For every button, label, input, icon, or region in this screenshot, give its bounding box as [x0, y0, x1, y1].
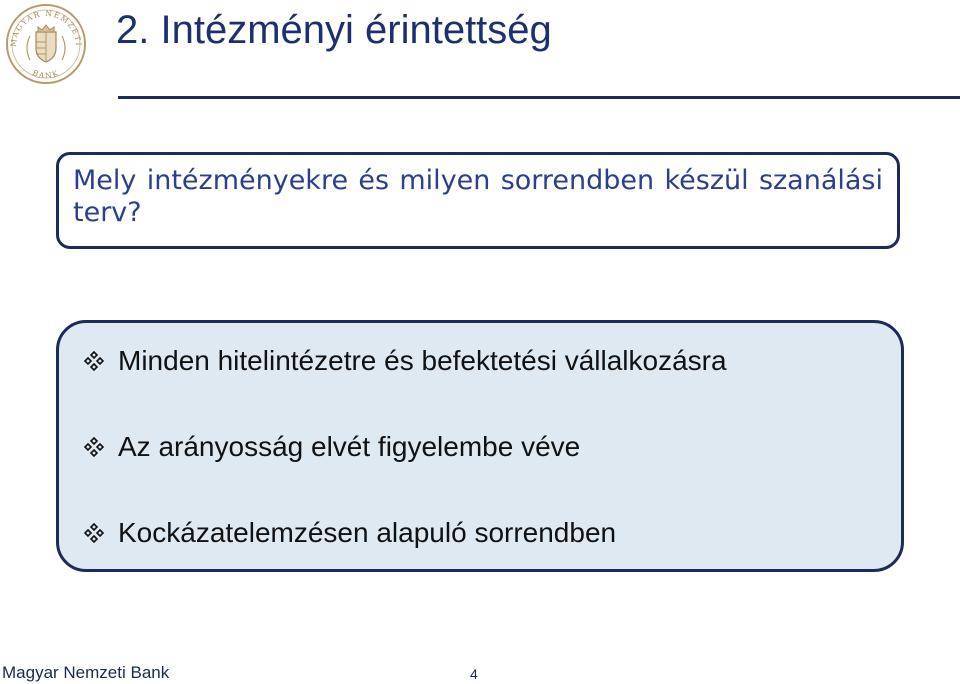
four-diamond-bullet-icon — [83, 522, 105, 544]
list-item-text: Kockázatelemzésen alapuló sorrendben — [118, 517, 617, 548]
svg-text:BANK: BANK — [31, 68, 61, 81]
footer-organization: Magyar Nemzeti Bank — [2, 663, 170, 682]
four-diamond-bullet-icon — [83, 436, 105, 458]
answer-box — [56, 320, 904, 572]
list-item-text: Az arányosság elvét figyelembe véve — [118, 431, 581, 462]
question-text: Mely intézményekre és milyen sorrendben készül szanálási terv? — [73, 165, 883, 228]
page-number: 4 — [470, 666, 478, 682]
slide-title: 2. Intézményi érintettség — [116, 8, 552, 52]
list-item — [83, 343, 727, 379]
four-diamond-bullet-icon — [83, 350, 105, 372]
list-item-text: Minden hitelintézetre és befektetési vállalkozásra — [118, 345, 727, 376]
bank-seal-icon — [4, 2, 88, 86]
svg-text:MAGYAR NEMZETI: MAGYAR NEMZETI — [8, 8, 84, 48]
list-item — [83, 429, 580, 465]
list-item — [83, 515, 616, 551]
title-underline — [118, 96, 960, 99]
question-box — [56, 152, 900, 249]
